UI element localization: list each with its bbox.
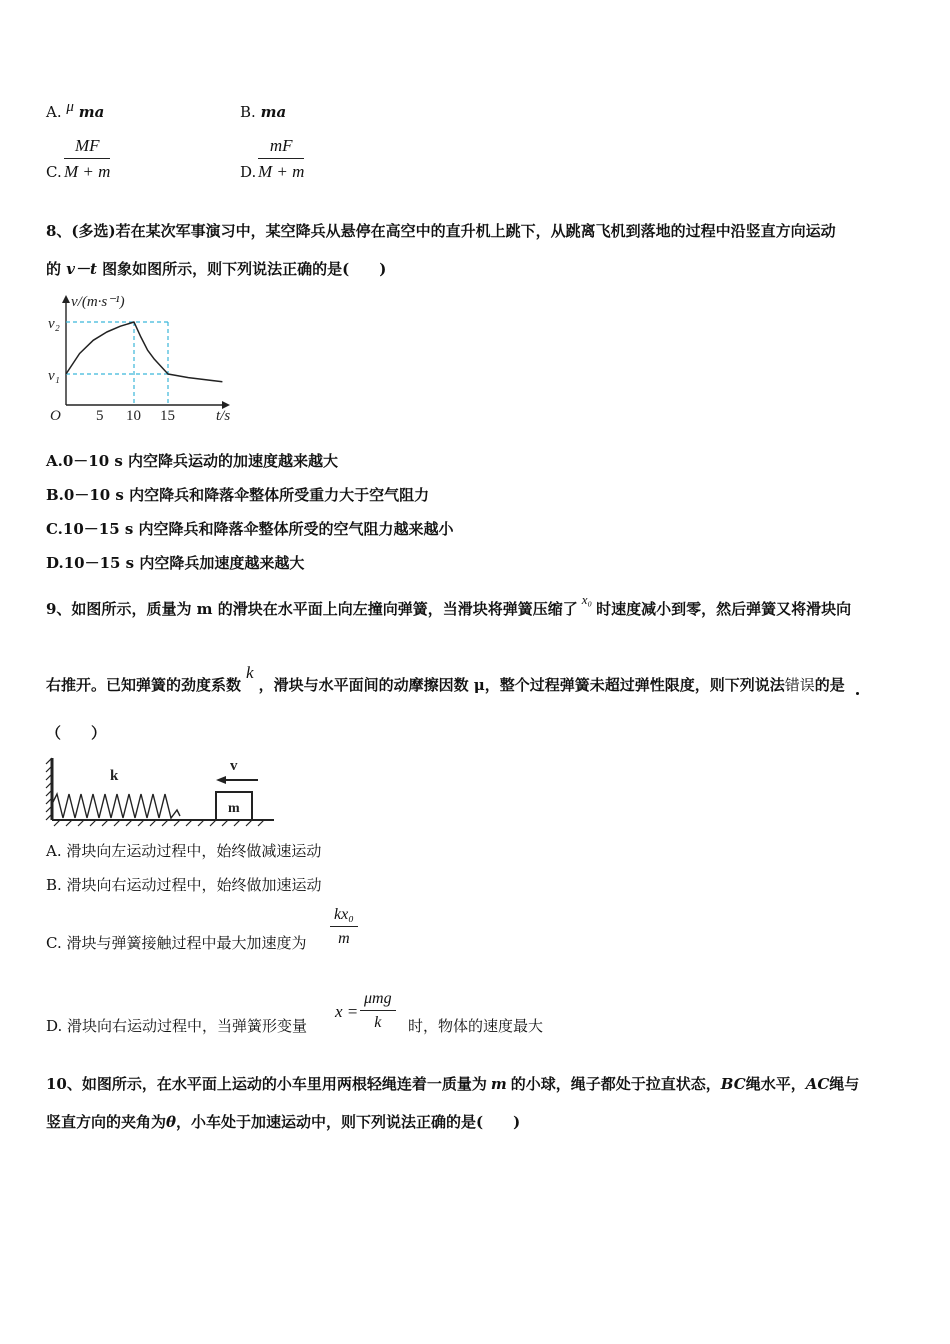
stem-text: ，滑块与水平面间的动摩擦因数 μ，整个过程弹簧未超过弹性限度，则下列说法	[258, 676, 785, 694]
fraction-denominator: m	[338, 930, 350, 947]
fraction-numerator: MF	[64, 136, 110, 159]
stem-text: 的	[46, 260, 62, 278]
arrow-head	[216, 776, 226, 784]
stem-text: ，小车处于加速运动中，则下列说法正确的是( )	[176, 1113, 521, 1131]
q9-option-d-end: 时，物体的速度最大	[408, 1017, 544, 1035]
y-tick-label-v1: v₁	[48, 368, 60, 384]
stem-text: 的小球，绳子都处于拉直状态，	[510, 1075, 721, 1093]
q9-stem-line2	[46, 663, 845, 695]
stem-text: 绳水平，	[745, 1075, 806, 1093]
q9-option-a[interactable]: A. 滑块向左运动过程中，始终做减速运动	[46, 842, 322, 860]
vt-curve	[66, 322, 222, 382]
k-symbol: k	[246, 663, 254, 682]
q8-option-d[interactable]: D.10－15 s 内空降兵加速度越来越大	[46, 554, 305, 572]
q7-option-d[interactable]	[240, 163, 256, 181]
vt-symbol: v－t	[66, 260, 97, 278]
spring-k-label: k	[110, 768, 119, 784]
q8-option-a[interactable]: A.0－10 s 内空降兵运动的加速度越来越大	[46, 452, 339, 470]
q8-option-c[interactable]: C.10－15 s 内空降兵和降落伞整体所受的空气阻力越来越小	[46, 520, 454, 538]
ac-symbol: AC	[805, 1075, 830, 1093]
spring	[53, 794, 180, 818]
stem-text: 10、如图所示，在水平面上运动的小车里用两根轻绳连着一质量为	[46, 1075, 487, 1093]
x-tick-label: 10	[126, 408, 141, 424]
q9-option-c-fraction	[330, 906, 358, 948]
stem-text: 时速度减小到零，然后弹簧又将滑块向	[596, 600, 852, 618]
bc-symbol: BC	[720, 1075, 746, 1093]
fraction-numerator: μmg	[360, 990, 396, 1011]
theta-symbol: θ	[166, 1113, 177, 1131]
block-m-label: m	[228, 801, 240, 816]
q8-option-b[interactable]: B.0－10 s 内空降兵和降落伞整体所受重力大于空气阻力	[46, 486, 430, 504]
option-label: C.	[46, 163, 62, 181]
stem-text: 的是	[814, 676, 845, 694]
fraction-denominator: M + m	[64, 162, 111, 181]
mu-symbol: μ	[66, 99, 74, 115]
spring-block-figure	[44, 750, 284, 828]
m-symbol: m	[490, 1075, 507, 1093]
fraction-denominator: k	[374, 1014, 382, 1031]
y-axis-label: v/(m·s⁻¹)	[71, 294, 125, 310]
option-label: D.	[240, 163, 257, 181]
x-tick-label: 15	[160, 408, 175, 424]
stem-text: 绳与	[829, 1075, 860, 1093]
option-label: B.	[240, 103, 256, 121]
emphasis-dot	[856, 692, 859, 695]
stem-text: 图象如图所示，则下列说法正确的是( )	[102, 260, 387, 278]
fraction-numerator: kx₀	[330, 906, 358, 927]
q9-option-d[interactable]: D. 滑块向右运动过程中，当弹簧形变量	[46, 1017, 308, 1035]
x-tick-label: 5	[96, 408, 104, 424]
q9-option-d-fraction	[360, 990, 396, 1032]
stem-text: 右推开。已知弹簧的劲度系数	[46, 676, 242, 694]
stem-text: 竖直方向的夹角为	[46, 1113, 167, 1131]
q10-stem-line2	[46, 1111, 520, 1132]
q9-answer-paren: （ ）	[46, 724, 107, 742]
velocity-label: v	[230, 758, 238, 774]
q9-stem-line1	[46, 592, 852, 619]
q7-option-c[interactable]	[46, 163, 62, 181]
q8-stem-line1: 8、(多选)若在某次军事演习中，某空降兵从悬停在高空中的直升机上跳下，从跳离飞机到落地的过程中沿竖直方向运动	[46, 222, 836, 240]
y-axis-arrow	[62, 295, 70, 303]
x0-symbol: x₀	[581, 592, 593, 607]
q10-stem-line1	[46, 1073, 859, 1094]
x-axis-label: t/s	[216, 408, 231, 424]
y-tick-label-v2: v₂	[48, 316, 60, 332]
q7-option-a[interactable]	[46, 99, 105, 122]
vt-graph	[44, 288, 244, 424]
option-text: ma	[78, 103, 105, 121]
q7-option-b[interactable]	[240, 103, 286, 121]
stem-text: 9、如图所示，质量为 m 的滑块在水平面上向左撞向弹簧，当滑块将弹簧压缩了	[46, 600, 578, 618]
option-text: ma	[260, 103, 287, 121]
q9-option-c[interactable]: C. 滑块与弹簧接触过程中最大加速度为	[46, 934, 307, 952]
q9-option-b[interactable]: B. 滑块向右运动过程中，始终做加速运动	[46, 876, 322, 894]
origin-label: O	[50, 408, 61, 424]
emphasized-word: 错误	[784, 676, 815, 694]
option-label: A.	[46, 103, 62, 121]
q7-option-d-fraction	[258, 136, 304, 182]
fraction-denominator: M + m	[258, 162, 305, 181]
q7-option-c-fraction	[64, 136, 110, 182]
q8-stem-line2	[46, 258, 386, 279]
q9-option-d-x: x =	[335, 1002, 359, 1021]
fraction-numerator: mF	[258, 136, 304, 159]
